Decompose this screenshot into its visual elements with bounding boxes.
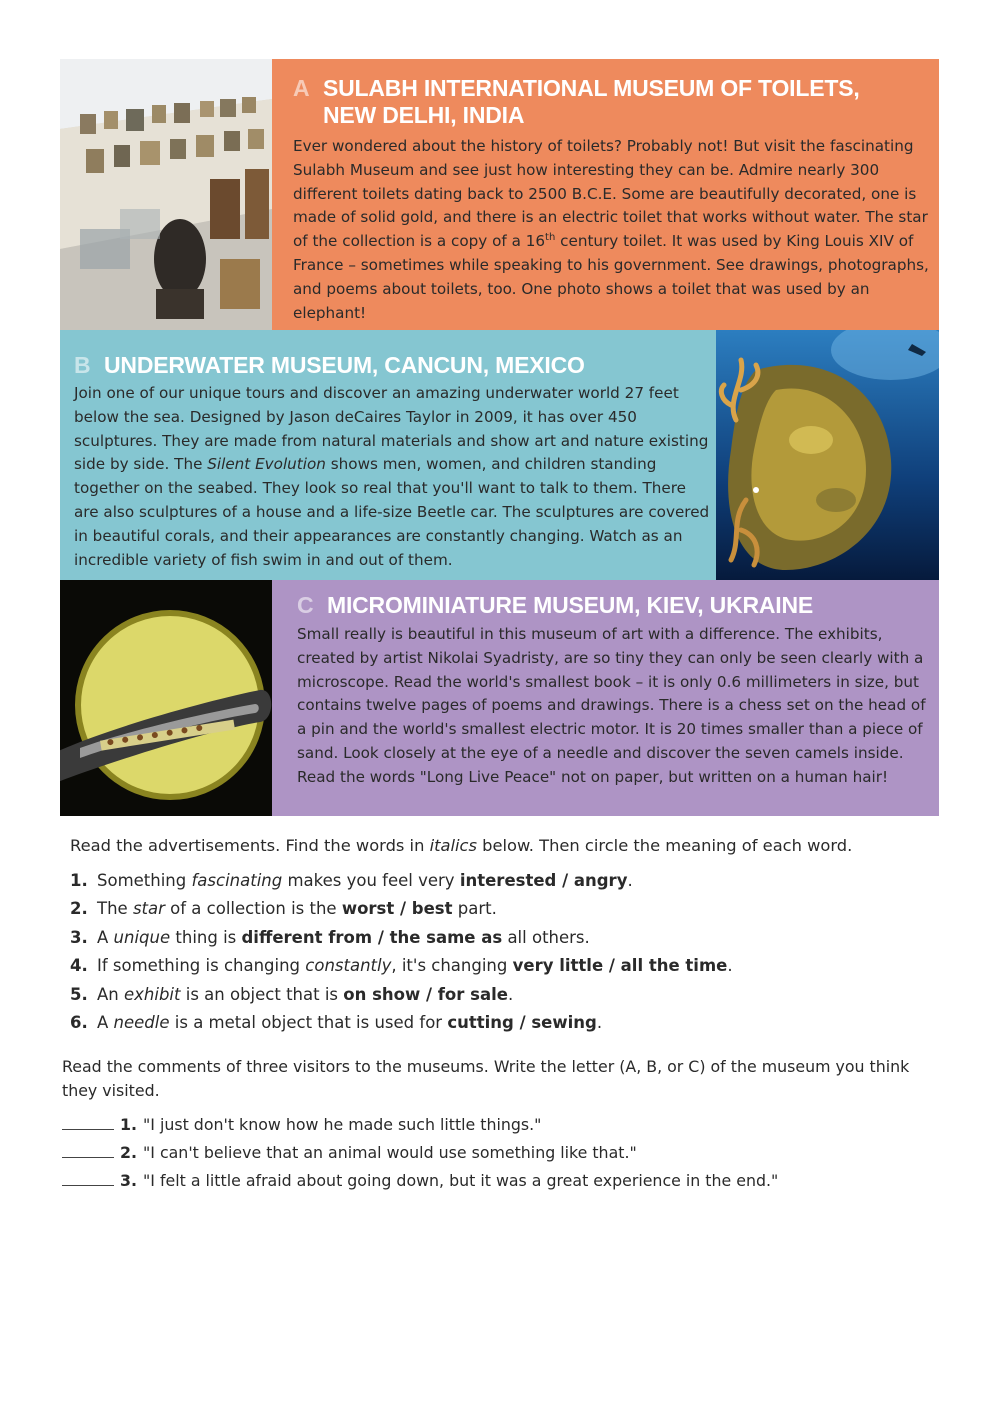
exercise1-instructions — [70, 834, 852, 858]
section-a-body-part2: century toilet. It was used by King Louis XIV of France – sometimes while speaking to his government. See drawings, photographs, and poems about toilets, too. One photo shows a toilet that was used by an elephant! — [293, 232, 929, 322]
item-text: An — [97, 985, 124, 1004]
item-text: The — [97, 899, 133, 918]
exercise2-instructions: Read the comments of three visitors to the museums. Write the letter (A, B, or C) of the museum you think they visited. — [62, 1057, 910, 1100]
museum-ad-c — [60, 580, 939, 816]
item-answer-choices[interactable]: very little / all the time — [512, 956, 728, 975]
section-c-title — [297, 592, 927, 619]
section-c-letter: C — [297, 592, 314, 618]
item-answer-choices[interactable]: different from / the same as — [241, 928, 503, 947]
museum-ad-b — [60, 330, 939, 580]
item-italic-word: constantly — [305, 956, 392, 975]
section-a-body-part1: Ever wondered about the history of toilets? Probably not! But visit the fascinating Sulabh Museum and see just how interesting they can be. Admire nearly 300 different toilets dating back to 2500 B.C.E. Some are beautifully decorated, one is made of solid gold, and there is an electric toilet that works without water. The star of the collection is a copy of a 16 — [293, 137, 928, 251]
item-answer-choices[interactable]: interested / angry — [459, 871, 628, 890]
exercise2-item — [62, 1113, 541, 1137]
item-number: 2. — [120, 1143, 137, 1162]
exercise1-item — [70, 954, 733, 978]
item-number: 1. — [120, 1115, 137, 1134]
section-b-body-italic: Silent Evolution — [207, 455, 326, 474]
item-italic-word: needle — [113, 1013, 170, 1032]
item-text: If something is changing — [97, 956, 306, 975]
item-italic-word: star — [132, 899, 165, 918]
item-italic-word: unique — [113, 928, 171, 947]
item-number: 3. — [120, 1171, 137, 1190]
section-c-body: Small really is beautiful in this museum of art with a difference. The exhibits, created by artist Nikolai Syadristy, are so tiny they can only be seen clearly with a microscope. Read the world's smallest book – it is only 0.6 millimeters in size, but contains twelve pages of poems and drawings. There is a chess set on the head of a pin and the world's smallest electric motor. It is 20 times smaller than a piece of sand. Look closely at the eye of a needle and discover the seven camels inside. Read the words "Long Live Peace" not on paper, but written on a human hair! — [297, 625, 926, 786]
exercise1-item — [70, 869, 633, 893]
section-a-letter: A — [293, 75, 310, 101]
section-b-title-text: UNDERWATER MUSEUM, CANCUN, MEXICO — [104, 352, 585, 378]
answer-blank[interactable] — [62, 1169, 114, 1186]
item-text: part. — [452, 899, 497, 918]
item-number: 1. — [70, 871, 88, 890]
answer-blank[interactable] — [62, 1113, 114, 1130]
underwater-sculpture-photo — [716, 330, 939, 580]
section-b-body-part1: Join one of our unique tours and discover an amazing underwater world 27 feet below the sea. Designed by Jason deCaires Taylor in 2009, it has over 450 sculptures. They are made from natural materials and show art and nature existing side by side. The — [74, 384, 709, 474]
item-text: makes you feel very — [282, 871, 460, 890]
item-text: A — [97, 928, 114, 947]
item-text: thing is — [170, 928, 242, 947]
item-answer-choices[interactable]: cutting / sewing — [447, 1013, 597, 1032]
exercise2-item — [62, 1169, 778, 1193]
section-b-letter: B — [74, 352, 91, 378]
item-text: . — [507, 985, 514, 1004]
exercise1-item — [70, 926, 590, 950]
answer-blank[interactable] — [62, 1141, 114, 1158]
section-b-body — [74, 382, 714, 572]
exercise1-item — [70, 897, 497, 921]
section-a-body — [293, 135, 933, 325]
item-text: . — [596, 1013, 603, 1032]
section-a-title — [293, 75, 923, 129]
section-b-body-part2: shows men, women, and children standing together on the seabed. They look so real that you'll want to talk to them. There are also sculptures of a house and a life-size Beetle car. The sculptures are covered in beautiful corals, and their appearances are constantly changing. Watch as an incredible variety of fish swim in and out of them. — [74, 455, 710, 569]
item-answer-choices[interactable]: on show / for sale — [343, 985, 508, 1004]
section-b-title — [74, 352, 714, 379]
item-number: 4. — [70, 956, 88, 975]
exercise1-instr-part2: below. Then circle the meaning of each word. — [476, 836, 853, 855]
toilet-museum-photo — [60, 59, 272, 330]
item-text: , it's changing — [391, 956, 513, 975]
microminiature-camels-photo — [60, 580, 272, 816]
section-c-title-text: MICROMINIATURE MUSEUM, KIEV, UKRAINE — [327, 592, 814, 618]
exercise1-item — [70, 1011, 602, 1035]
section-a-title-line2: NEW DELHI, INDIA — [323, 102, 525, 128]
item-italic-word: fascinating — [191, 871, 283, 890]
item-answer-choices[interactable]: worst / best — [341, 899, 453, 918]
museum-ad-a — [60, 59, 939, 330]
item-text: . — [627, 871, 633, 890]
item-text: of a collection is the — [164, 899, 342, 918]
section-a-title-line1: SULABH INTERNATIONAL MUSEUM OF TOILETS, — [323, 75, 860, 101]
item-text: all others. — [502, 928, 590, 947]
visitor-comment: "I can't believe that an animal would use something like that." — [143, 1143, 637, 1162]
exercise1-instr-part1: Read the advertisements. Find the words in — [70, 836, 430, 855]
visitor-comment: "I just don't know how he made such little things." — [143, 1115, 542, 1134]
item-number: 5. — [70, 985, 88, 1004]
exercise2-item — [62, 1141, 637, 1165]
item-number: 3. — [70, 928, 88, 947]
item-text: . — [727, 956, 733, 975]
item-italic-word: exhibit — [124, 985, 181, 1004]
item-number: 2. — [70, 899, 88, 918]
item-number: 6. — [70, 1013, 88, 1032]
visitor-comment: "I felt a little afraid about going down, but it was a great experience in the end." — [143, 1171, 779, 1190]
item-text: is a metal object that is used for — [169, 1013, 448, 1032]
item-text: is an object that is — [180, 985, 344, 1004]
exercise1-item — [70, 983, 513, 1007]
section-a-body-sup: th — [545, 232, 556, 244]
item-text: Something — [97, 871, 192, 890]
exercise1-instr-italic: italics — [429, 836, 477, 855]
item-text: A — [97, 1013, 114, 1032]
